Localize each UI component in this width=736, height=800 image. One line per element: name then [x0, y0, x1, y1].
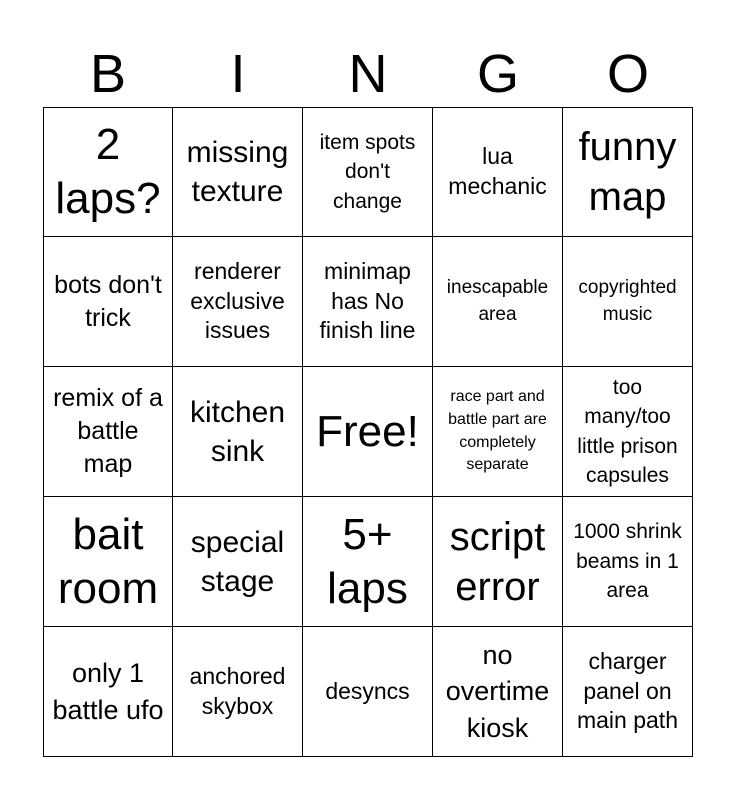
bingo-cell-r2-c5[interactable]: [563, 237, 693, 367]
cell-text: anchored skybox: [189, 662, 286, 719]
cell-text: bait room: [57, 509, 159, 613]
cell-text: kitchen sink: [189, 395, 286, 468]
bingo-board: [43, 107, 693, 757]
cell-text: 1000 shrink beams in 1 area: [573, 520, 682, 603]
free-space: Free!: [316, 406, 419, 456]
cell-text: too many/too little prison capsules: [577, 375, 678, 487]
cell-text: script error: [449, 514, 546, 609]
cell-text: copyrighted music: [578, 276, 677, 325]
bingo-cell-r3-c5[interactable]: [563, 367, 693, 497]
cell-text: only 1 battle ufo: [52, 658, 164, 725]
bingo-cell-r1-c1[interactable]: [43, 107, 173, 237]
cell-text: race part and battle part are completely separate: [448, 388, 547, 474]
bingo-cell-r1-c3[interactable]: [303, 107, 433, 237]
bingo-cell-r5-c2[interactable]: [173, 627, 303, 757]
bingo-cell-r1-c4[interactable]: [433, 107, 563, 237]
bingo-cell-r2-c3[interactable]: [303, 237, 433, 367]
cell-text: desyncs: [325, 677, 410, 704]
bingo-cell-r1-c2[interactable]: [173, 107, 303, 237]
bingo-cell-r4-c2[interactable]: [173, 497, 303, 627]
bingo-cell-r2-c4[interactable]: [433, 237, 563, 367]
bingo-cell-r4-c1[interactable]: [43, 497, 173, 627]
cell-text: item spots don't change: [319, 130, 416, 213]
cell-text: inescapable area: [446, 276, 549, 325]
bingo-cell-r1-c5[interactable]: [563, 107, 693, 237]
bingo-cell-r5-c4[interactable]: [433, 627, 563, 757]
cell-text: 5+ laps: [327, 509, 408, 613]
header-letter-g: G: [476, 44, 519, 104]
bingo-header: [43, 40, 693, 108]
header-letter-b: B: [89, 44, 127, 104]
bingo-cell-r2-c2[interactable]: [173, 237, 303, 367]
bingo-cell-r5-c1[interactable]: [43, 627, 173, 757]
bingo-cell-r5-c3[interactable]: [303, 627, 433, 757]
bingo-cell-r3-c1[interactable]: [43, 367, 173, 497]
cell-text: special stage: [190, 525, 285, 598]
cell-text: lua mechanic: [448, 143, 547, 199]
cell-text: remix of a battle map: [53, 384, 163, 478]
cell-text: charger panel on main path: [576, 647, 678, 734]
bingo-cell-r4-c3[interactable]: [303, 497, 433, 627]
cell-text: bots don't trick: [54, 270, 162, 332]
bingo-cell-r3-c2[interactable]: [173, 367, 303, 497]
header-letter-n: N: [348, 44, 388, 104]
bingo-cell-r3-c3[interactable]: [303, 367, 433, 497]
bingo-cell-r4-c5[interactable]: [563, 497, 693, 627]
cell-text: renderer exclusive issues: [190, 257, 285, 344]
cell-text: missing texture: [186, 136, 289, 208]
cell-text: 2 laps?: [55, 120, 161, 223]
cell-text: funny map: [578, 125, 677, 219]
header-letter-i: I: [230, 44, 246, 104]
bingo-cell-r4-c4[interactable]: [433, 497, 563, 627]
bingo-cell-r2-c1[interactable]: [43, 237, 173, 367]
header-letter-o: O: [606, 44, 649, 104]
cell-text: minimap has No finish line: [319, 257, 416, 344]
bingo-cell-r3-c4[interactable]: [433, 367, 563, 497]
cell-text: no overtime kiosk: [445, 639, 550, 743]
bingo-cell-r5-c5[interactable]: [563, 627, 693, 757]
